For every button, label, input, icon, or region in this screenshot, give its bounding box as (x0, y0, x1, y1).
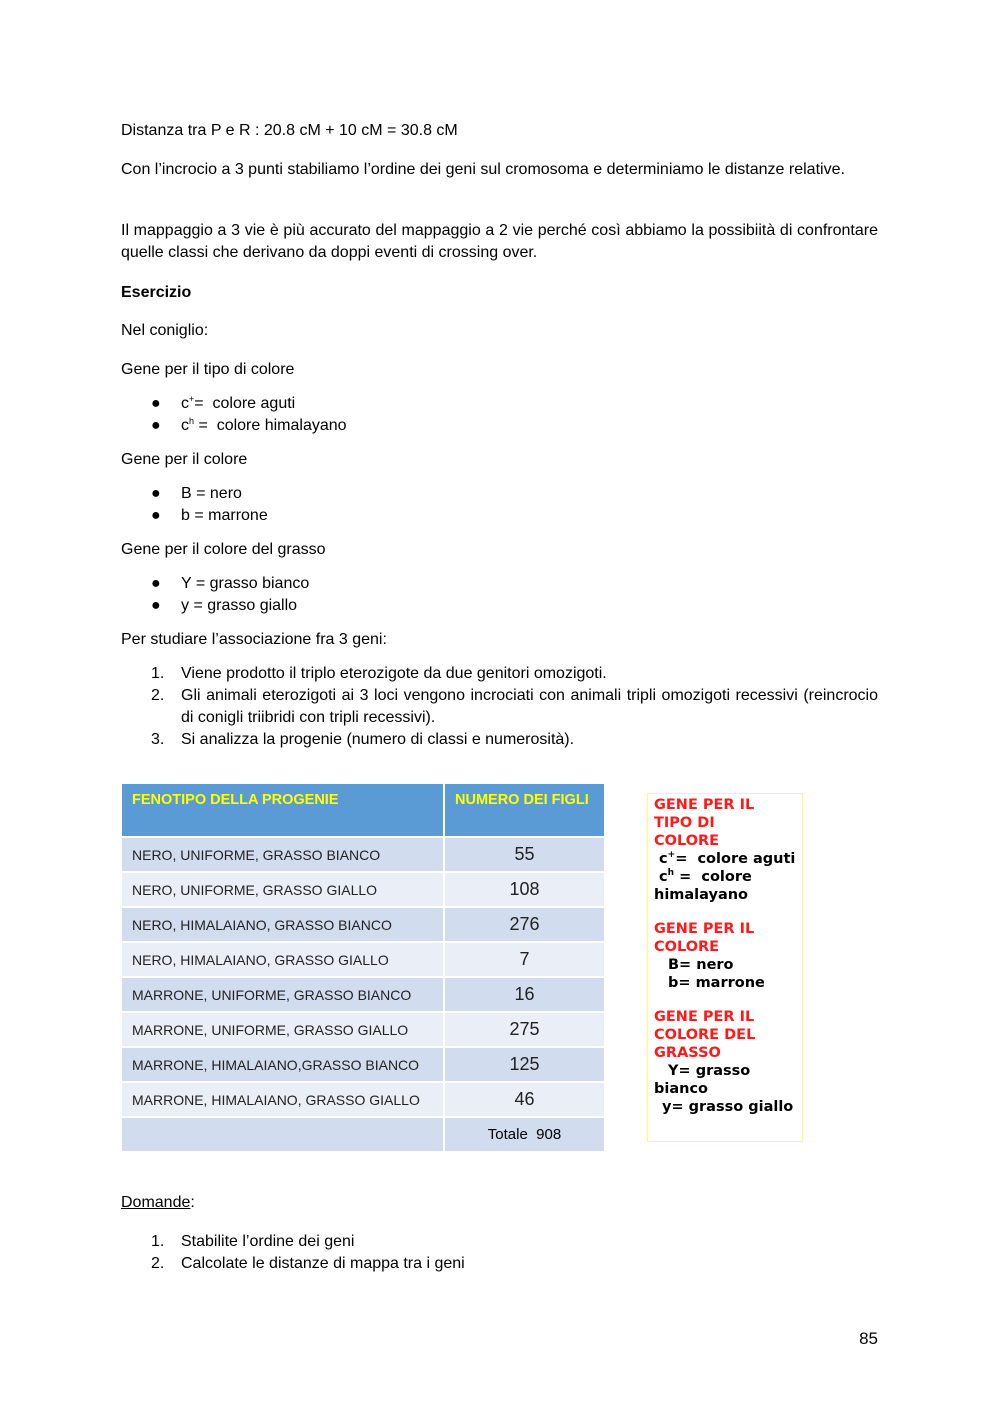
page-number: 85 (859, 1329, 878, 1348)
table-row: MARRONE, HIMALAIANO, GRASSO GIALLO 46 (122, 1082, 605, 1117)
paragraph-three-point-cross: Con l’incrocio a 3 punti stabiliamo l’ordine dei geni sul cromosoma e determiniamo le distanze relative. (121, 161, 845, 178)
bullet-icon: ● (151, 395, 161, 412)
distance-line: Distanza tra P e R : 20.8 cM + 10 cM = 30.8 cM (121, 122, 458, 139)
table-row: NERO, UNIFORME, GRASSO GIALLO 108 (122, 872, 605, 907)
table-row: NERO, UNIFORME, GRASSO BIANCO 55 (122, 837, 605, 872)
table-row: MARRONE, UNIFORME, GRASSO GIALLO 275 (122, 1012, 605, 1047)
table-header-phenotype: FENOTIPO DELLA PROGENIE (122, 784, 444, 837)
questions-heading: Domande: (121, 1194, 195, 1211)
bullet-icon: ● (151, 507, 161, 524)
bullet-icon: ● (151, 485, 161, 502)
gene1-title: Gene per il tipo di colore (121, 361, 295, 378)
bullet-icon: ● (151, 575, 161, 592)
exercise-heading: Esercizio (121, 284, 192, 301)
study-intro: Per studiare l’associazione fra 3 geni: (121, 631, 387, 648)
gene2-title: Gene per il colore (121, 451, 248, 468)
rabbit-intro: Nel coniglio: (121, 322, 209, 339)
table-header-count: NUMERO DEI FIGLI (444, 784, 605, 837)
gene3-title: Gene per il colore del grasso (121, 541, 326, 558)
bullet-icon: ● (151, 417, 161, 434)
total-cell: Totale 908 (444, 1117, 605, 1151)
paragraph-three-way-mapping: Il mappaggio a 3 vie è più accurato del mappaggio a 2 vie perché così abbiamo la possibiità di confrontare quelle classi che derivano da doppi eventi di crossing over. (121, 222, 878, 261)
bullet-icon: ● (151, 597, 161, 614)
table-total-row (122, 1117, 605, 1151)
table-row: NERO, HIMALAIANO, GRASSO GIALLO 7 (122, 942, 605, 977)
gene-legend-box: GENE PER IL TIPO DI COLORE c+= colore aguti $c^h$ = colore himalayano GENE PER IL COLORE B= nero b= marrone GENE PER IL COLORE DEL GRASSO Y= grasso bianco y= grasso giallo (647, 793, 803, 1142)
table-row: MARRONE, UNIFORME, GRASSO BIANCO 16 (122, 977, 605, 1012)
progeny-table (122, 784, 606, 1151)
table-row: NERO, HIMALAIANO, GRASSO BIANCO 276 (122, 907, 605, 942)
table-row: MARRONE, HIMALAIANO,GRASSO BIANCO 125 (122, 1047, 605, 1082)
